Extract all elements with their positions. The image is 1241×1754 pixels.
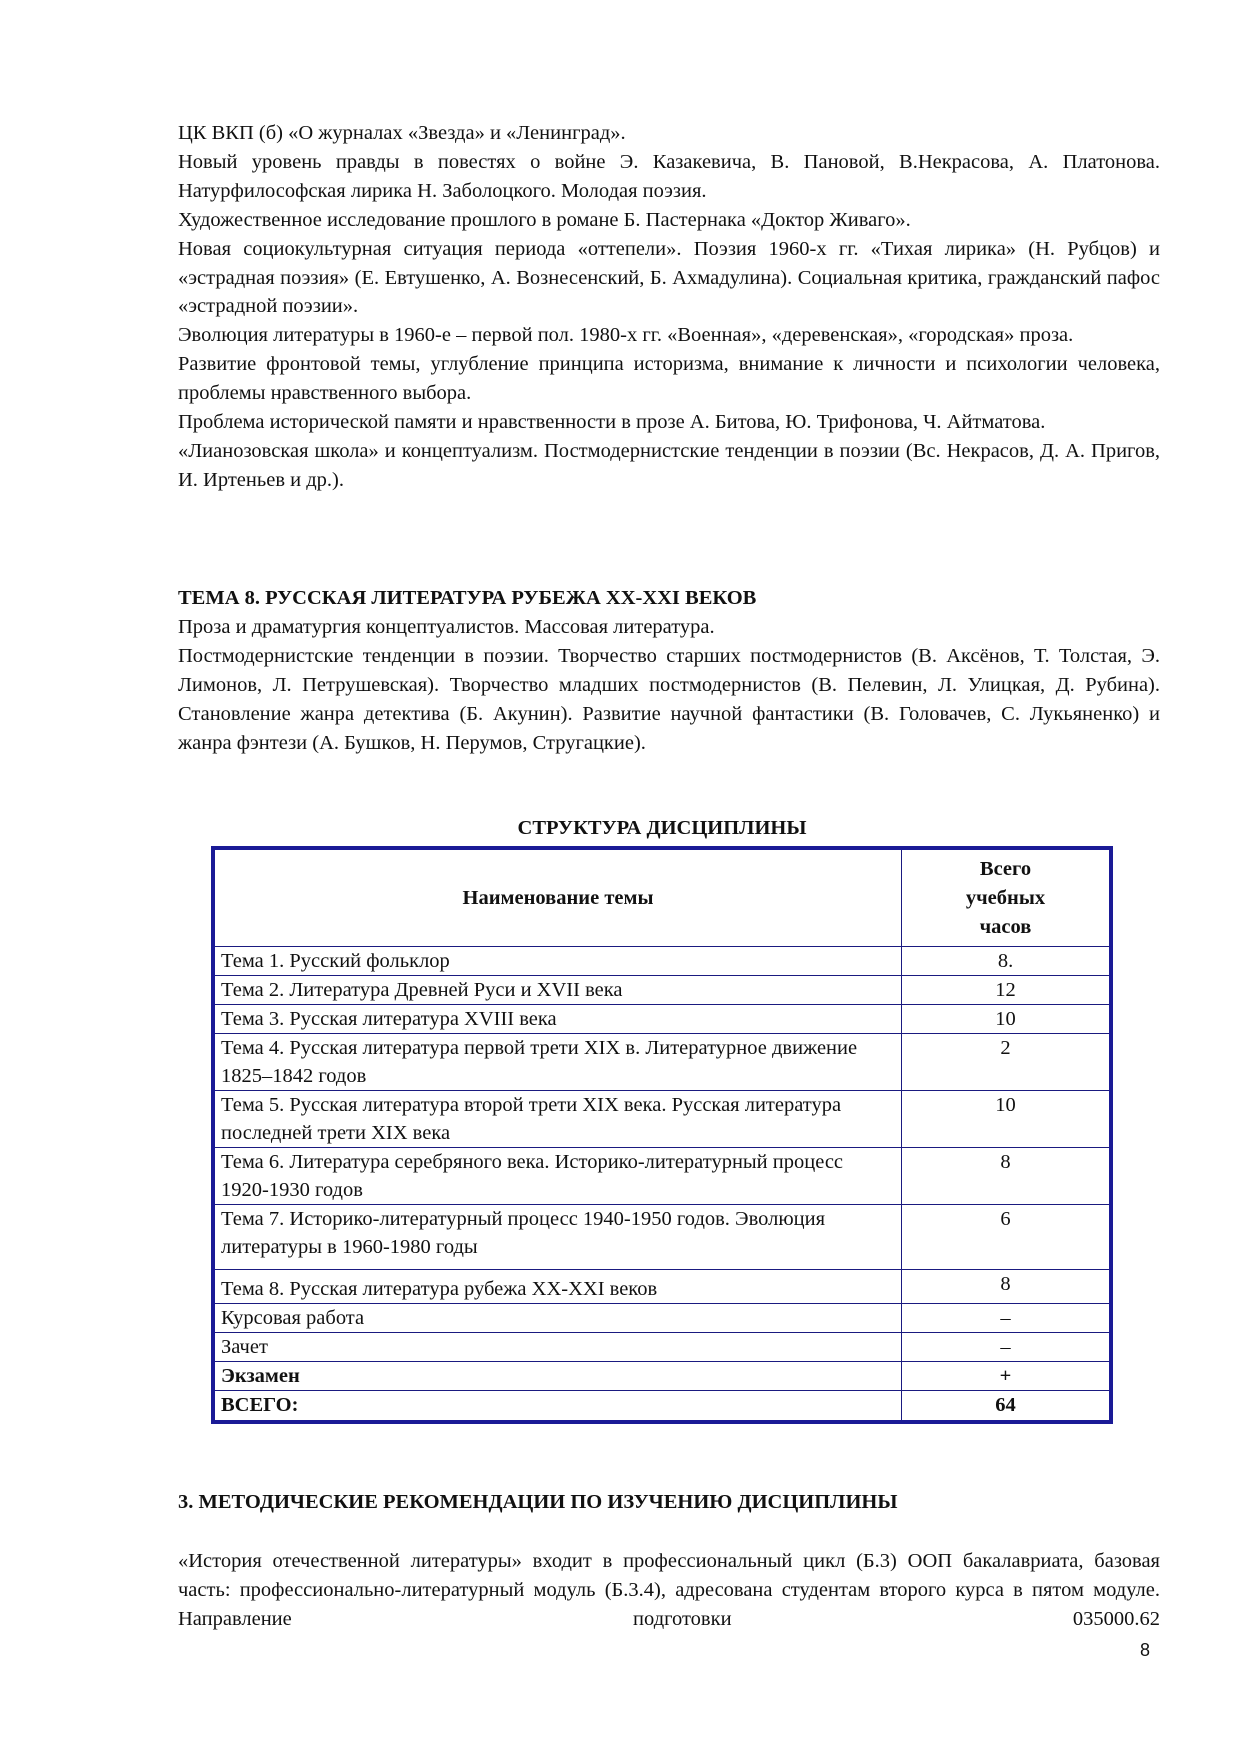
table-row	[213, 1148, 1111, 1205]
table-row	[213, 1034, 1111, 1091]
paragraph: Эволюция литературы в 1960-е – первой пол. 1980-х гг. «Военная», «деревенская», «городская» проза.	[178, 324, 1074, 347]
paragraph: Проза и драматургия концептуалистов. Массовая литература.	[178, 616, 715, 638]
hours-cell: –	[902, 1333, 1112, 1362]
page-number: 8	[1140, 1640, 1151, 1660]
paragraph: Постмодернистские тенденции в поэзии. Творчество старших постмодернистов (В. Аксёнов, Т. Толстая, Э. Лимонов, Л. Петрушевская). Творчество младших постмодернистов (В. Пелевин, Л. Улицкая, Д. Рубина). Становление жанра детектива (Б. Акунин). Развитие научной фантастики (В. Головачев, С. Лукьяненко) и жанра фэнтези (А. Бушков, Н. Перумов, Стругацкие).	[178, 644, 1160, 754]
section3-heading: 3. МЕТОДИЧЕСКИЕ РЕКОМЕНДАЦИИ ПО ИЗУЧЕНИЮ ДИСЦИПЛИНЫ	[178, 1491, 898, 1513]
paragraph: Развитие фронтовой темы, углубление принципа историзма, внимание к личности и психологии человека, проблемы нравственного выбора.	[178, 353, 1160, 405]
topic-cell: Курсовая работа	[213, 1304, 902, 1333]
hours-cell: 6	[902, 1205, 1112, 1270]
topic-cell: Тема 5. Русская литература второй трети XIX века. Русская литература последней трети XIX века	[213, 1091, 902, 1148]
hours-cell: 8	[902, 1270, 1112, 1304]
table-row	[213, 1391, 1111, 1422]
topic-cell: Тема 8. Русская литература рубежа XX-XXI веков	[213, 1270, 902, 1304]
topic-cell: Тема 3. Русская литература XVIII века	[213, 1005, 902, 1034]
table-row	[213, 1270, 1111, 1304]
topic-cell: Зачет	[213, 1333, 902, 1362]
hours-cell: 64	[902, 1391, 1112, 1422]
topic-cell: Тема 4. Русская литература первой трети XIX в. Литературное движение 1825–1842 годов	[213, 1034, 902, 1091]
theme8-heading: ТЕМА 8. РУССКАЯ ЛИТЕРАТУРА РУБЕЖА XX-XXI ВЕКОВ	[178, 587, 757, 609]
header-topic: Наименование темы	[213, 848, 902, 947]
paragraph: Проблема исторической памяти и нравственности в прозе А. Битова, Ю. Трифонова, Ч. Айтматова.	[178, 411, 1046, 434]
paragraph: ЦК ВКП (б) «О журналах «Звезда» и «Ленинград».	[178, 122, 626, 144]
hours-cell: 8	[902, 1148, 1112, 1205]
paragraph: Новый уровень правды в повестях о войне Э. Казакевича, В. Пановой, В.Некрасова, А. Платонова. Натурфилософская лирика Н. Заболоцкого. Молодая поэзия.	[178, 150, 1160, 202]
hours-cell: 10	[902, 1005, 1112, 1034]
table-row	[213, 1205, 1111, 1270]
paragraph: «Лианозовская школа» и концептуализм. Постмодернистские тенденции в поэзии (Вс. Некрасов, Д. А. Пригов, И. Иртеньев и др.).	[178, 439, 1160, 491]
theme8-text	[178, 613, 1160, 758]
hours-cell: 12	[902, 976, 1112, 1005]
topic-cell: Тема 2. Литература Древней Руси и XVII века	[213, 976, 902, 1005]
table-row	[213, 1362, 1111, 1391]
header-hours-label: Всего учебных часов	[965, 857, 1046, 938]
table-title: СТРУКТУРА ДИСЦИПЛИНЫ	[517, 817, 807, 839]
hours-cell: –	[902, 1304, 1112, 1333]
topic-cell: Тема 6. Литература серебряного века. Историко-литературный процесс 1920-1930 годов	[213, 1148, 902, 1205]
paragraph: Художественное исследование прошлого в романе Б. Пастернака «Доктор Живаго».	[178, 208, 911, 231]
table-row	[213, 947, 1111, 976]
table-row	[213, 1304, 1111, 1333]
table-row	[213, 976, 1111, 1005]
section3-text	[178, 1547, 1160, 1634]
topic-cell: ВСЕГО:	[213, 1391, 902, 1422]
table-row	[213, 1091, 1111, 1148]
topic-cell: Экзамен	[213, 1362, 902, 1391]
topic-cell: Тема 7. Историко-литературный процесс 1940-1950 годов. Эволюция литературы в 1960-1980 годы	[213, 1205, 902, 1270]
topic-cell: Тема 1. Русский фольклор	[213, 947, 902, 976]
structure-table	[211, 846, 1113, 1424]
hours-cell: 10	[902, 1091, 1112, 1148]
hours-cell: 2	[902, 1034, 1112, 1091]
table-header-row	[213, 848, 1111, 947]
table-row	[213, 1333, 1111, 1362]
paragraph: Новая социокультурная ситуация периода «оттепели». Поэзия 1960-х гг. «Тихая лирика» (Н. Рубцов) и «эстрадная поэзия» (Е. Евтушенко, А. Вознесенский, Б. Ахмадулина). Социальная критика, гражданский пафос «эстрадной поэзии».	[178, 237, 1160, 318]
section-text	[178, 119, 1160, 495]
paragraph: «История отечественной литературы» входит в профессиональный цикл (Б.3) ООП бакалавриата, базовая часть: профессионально-литературный модуль (Б.3.4), адресована студентам второго курса в пятом модуле. Направление подготовки 035000.62	[178, 1550, 1160, 1630]
hours-cell: +	[902, 1362, 1112, 1391]
hours-cell: 8.	[902, 947, 1112, 976]
table-row	[213, 1005, 1111, 1034]
header-hours	[902, 848, 1112, 947]
